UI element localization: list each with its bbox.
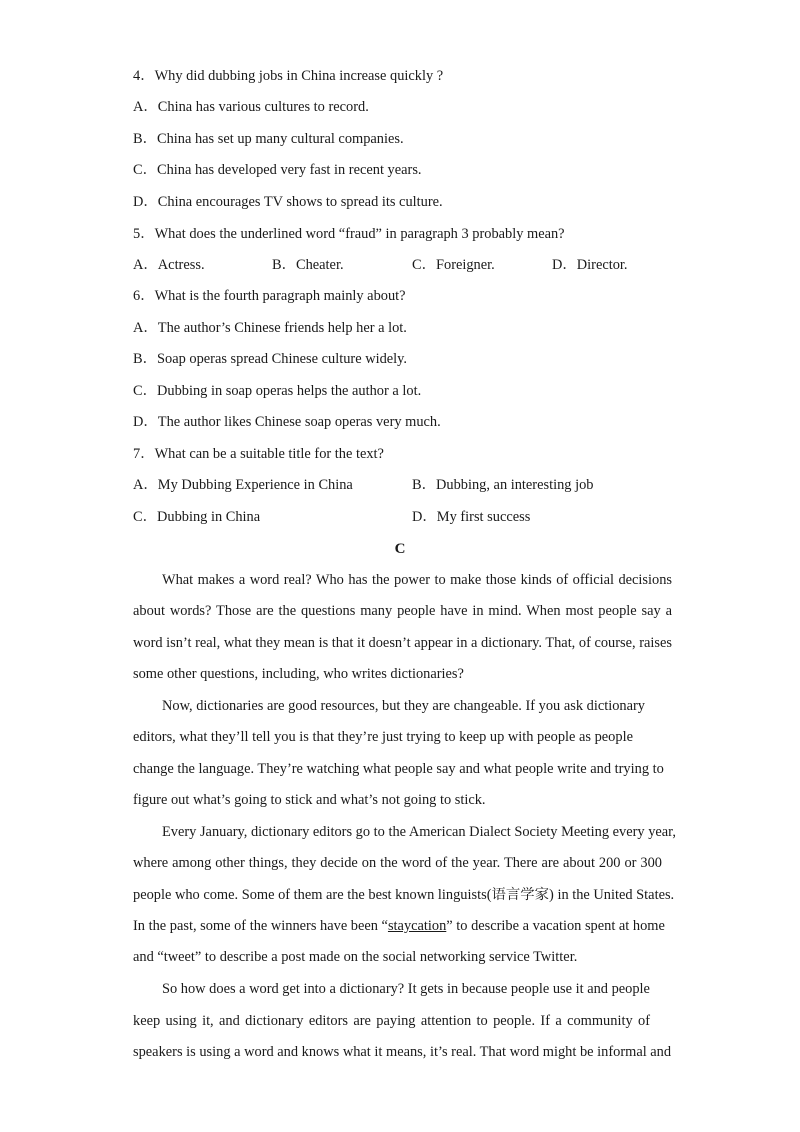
question-6-stem: 6．What is the fourth paragraph mainly about? [133,288,406,304]
underlined-word-staycation: staycation [387,918,447,934]
passage-p3-line-2: where among other things, they decide on the word of the year. There are about 200 or 300 [133,855,662,871]
question-4-option-c: C．China has developed very fast in recent years. [133,162,422,178]
passage-p2-line-2: editors, what they’ll tell you is that they’re just trying to keep up with people as people [133,729,633,745]
question-5-stem: 5．What does the underlined word “fraud” in paragraph 3 probably mean? [133,226,565,242]
passage-p1-line-4: some other questions, including, who writes dictionaries? [133,666,464,682]
passage-p1-line-3: word isn’t real, what they mean is that it doesn’t appear in a dictionary. That, of course, raises [133,635,672,651]
passage-p1-line-2: about words? Those are the questions many people have in mind. When most people say a [133,603,672,619]
passage-p3-line-1: Every January, dictionary editors go to the American Dialect Society Meeting every year, [162,824,676,840]
question-5-option-a: A．Actress. [133,257,205,273]
passage-p3-line-3: people who come. Some of them are the best known linguists(语言学家) in the United States. [133,887,675,903]
passage-p3-line-4-end: ” to describe a vacation spent at home [446,918,665,934]
passage-p3-line-5: and “tweet” to describe a post made on the social networking service Twitter. [133,949,578,965]
question-7-option-a: A．My Dubbing Experience in China [133,477,353,493]
question-7-stem: 7．What can be a suitable title for the text? [133,446,384,462]
question-4-stem: 4．Why did dubbing jobs in China increase quickly ? [133,68,444,84]
question-7-option-d: D．My first success [412,509,531,525]
question-5-option-b: B．Cheater. [272,257,344,273]
question-7-option-c: C．Dubbing in China [133,509,261,525]
question-7-option-b: B．Dubbing, an interesting job [412,477,594,493]
question-6-option-b: B．Soap operas spread Chinese culture widely. [133,351,408,367]
question-6-option-a: A．The author’s Chinese friends help her a lot. [133,320,407,336]
question-5-option-d: D．Director. [552,257,628,273]
passage-p3-line-4 [133,916,665,936]
question-5-option-c: C．Foreigner. [412,257,495,273]
passage-p4-line-1: So how does a word get into a dictionary? It gets in because people use it and people [162,981,650,997]
passage-p2-line-1: Now, dictionaries are good resources, but they are changeable. If you ask dictionary [162,698,645,714]
question-4-option-a: A．China has various cultures to record. [133,99,369,115]
question-6-option-c: C．Dubbing in soap operas helps the author a lot. [133,383,422,399]
section-heading: C [394,541,406,557]
passage-p2-line-4: figure out what’s going to stick and what’s not going to stick. [133,792,486,808]
question-6-option-d: D．The author likes Chinese soap operas very much. [133,414,441,430]
passage-p3-line-4-start: In the past, some of the winners have been “ [133,918,388,934]
passage-p4-line-3: speakers is using a word and knows what it means, it’s real. That word might be informal and [133,1044,672,1060]
passage-p1-line-1: What makes a word real? Who has the power to make those kinds of official decisions [162,572,672,588]
question-4-option-d: D．China encourages TV shows to spread its culture. [133,194,443,210]
passage-p2-line-3: change the language. They’re watching what people say and what people write and trying to [133,761,664,777]
question-4-option-b: B．China has set up many cultural companies. [133,131,404,147]
passage-p4-line-2: keep using it, and dictionary editors are paying attention to people. If a community of [133,1013,650,1029]
